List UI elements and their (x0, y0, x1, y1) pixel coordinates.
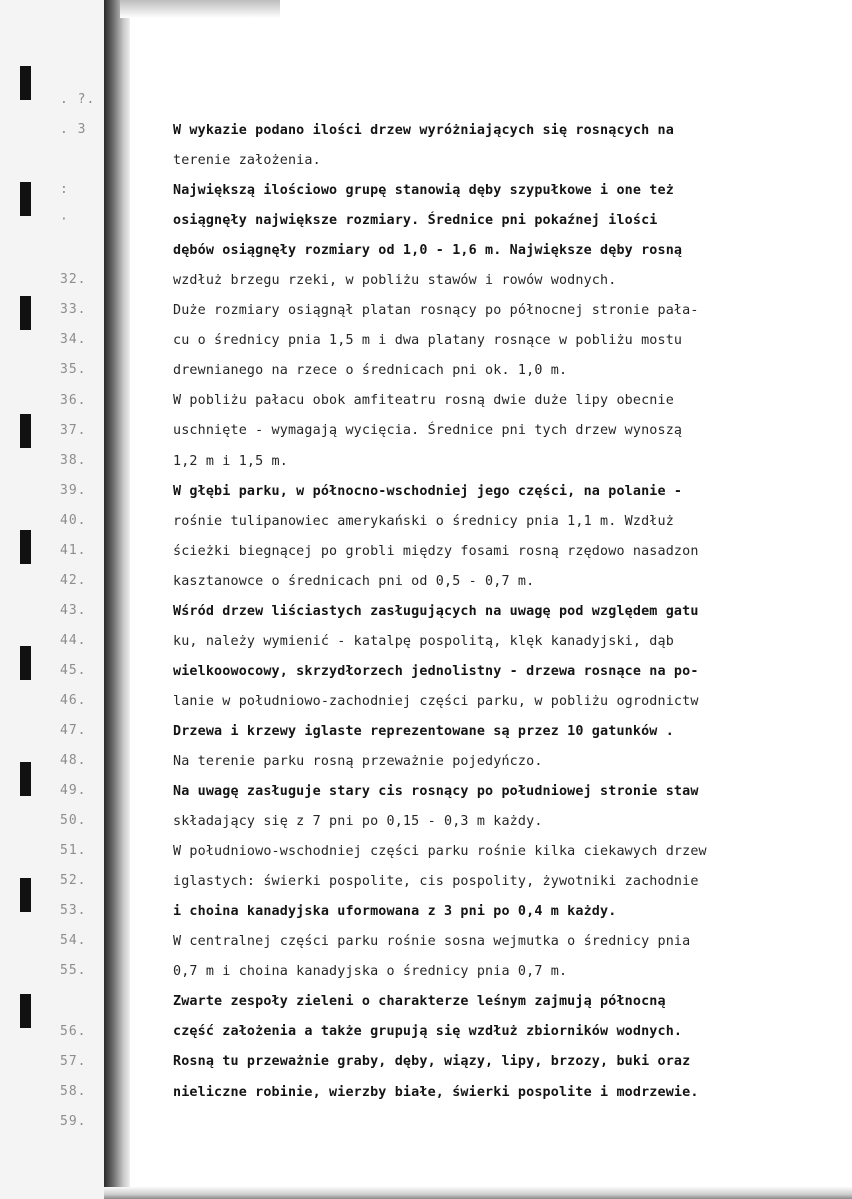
margin-fragment-text: 41. (60, 542, 87, 558)
margin-fragment (0, 723, 112, 749)
margin-fragment (0, 753, 112, 779)
body-line: Największą ilościowo grupę stanowią dęby szypułkowe i one też (173, 183, 674, 199)
page-bottom-edge (104, 1187, 852, 1199)
body-line: Zwarte zespoły zieleni o charakterze leśnym zajmują północną (173, 994, 666, 1010)
body-line: Rosną tu przeważnie graby, dęby, wiązy, lipy, brzozy, buki oraz (173, 1054, 691, 1070)
margin-fragment (0, 332, 112, 358)
margin-fragment-text: 38. (60, 452, 87, 468)
body-line: W głębi parku, w północno-wschodniej jego części, na polanie - (173, 483, 683, 499)
margin-fragment-text: 45. (60, 662, 87, 678)
body-line: Wśród drzew liściastych zasługujących na uwagę pod względem gatu (173, 603, 699, 619)
margin-fragment-text: 51. (60, 843, 87, 859)
margin-fragment-text: 49. (60, 783, 87, 799)
body-line: wzdłuż brzegu rzeki, w pobliżu stawów i rowów wodnych. (173, 273, 617, 289)
margin-fragment (0, 843, 112, 869)
margin-fragment (0, 903, 112, 929)
body-line: ścieżki biegnącej po grobli między fosami rosną rzędowo nasadzon (173, 543, 699, 559)
margin-fragment (0, 543, 112, 569)
margin-fragment-text: 53. (60, 903, 87, 919)
underlying-page-strip (0, 0, 112, 1199)
margin-fragment (0, 663, 112, 689)
margin-fragment-text: 55. (60, 963, 87, 979)
body-line: drewnianego na rzece o średnicach pni ok. 1,0 m. (173, 363, 568, 379)
margin-fragment (0, 242, 112, 268)
body-line: składający się z 7 pni po 0,15 - 0,3 m każdy. (173, 814, 543, 830)
margin-fragment (0, 1024, 112, 1050)
margin-fragment (0, 963, 112, 989)
margin-fragment-text: · (60, 212, 69, 228)
margin-fragment (0, 633, 112, 659)
margin-fragment (0, 1054, 112, 1080)
body-line: 1,2 m i 1,5 m. (173, 453, 288, 469)
body-line: i choina kanadyjska uformowana z 3 pni po 0,4 m każdy. (173, 904, 617, 920)
margin-fragment (0, 362, 112, 388)
body-line: nieliczne robinie, wierzby białe, świerki pospolite i modrzewie. (173, 1084, 699, 1100)
body-line: ku, należy wymienić - katalpę pospolitą, klęk kanadyjski, dąb (173, 633, 674, 649)
margin-fragment-text: : (60, 182, 69, 198)
margin-fragment (0, 1084, 112, 1110)
body-line: W wykazie podano ilości drzew wyróżniających się rosnących na (173, 123, 674, 138)
margin-fragment (0, 1114, 112, 1140)
margin-fragment (0, 272, 112, 298)
body-line: Na terenie parku rosną przeważnie pojedyńczo. (173, 753, 543, 769)
margin-fragment (0, 873, 112, 899)
margin-fragment-text: 39. (60, 482, 87, 498)
body-line: iglastych: świerki pospolite, cis pospolity, żywotniki zachodnie (173, 874, 699, 890)
body-line: rośnie tulipanowiec amerykański o średnicy pnia 1,1 m. Wzdłuż (173, 513, 674, 529)
margin-fragment (0, 393, 112, 419)
page-top-shadow (120, 0, 280, 18)
margin-fragment (0, 182, 112, 208)
margin-fragment-text: 48. (60, 753, 87, 769)
margin-fragment (0, 933, 112, 959)
margin-fragment (0, 603, 112, 629)
body-line: wielkoowocowy, skrzydłorzech jednolistny - drzewa rosnące na po- (173, 663, 699, 679)
margin-fragment-text: 47. (60, 723, 87, 739)
margin-fragment (0, 212, 112, 238)
margin-fragment-text: 43. (60, 602, 87, 618)
margin-fragment (0, 423, 112, 449)
margin-fragment (0, 302, 112, 328)
margin-fragment-text: 37. (60, 422, 87, 438)
body-line: 0,7 m i choina kanadyjska o średnicy pnia 0,7 m. (173, 964, 568, 980)
body-line: część założenia a także grupują się wzdłuż zbiorników wodnych. (173, 1024, 683, 1040)
margin-fragment-text: 57. (60, 1053, 87, 1069)
margin-fragment-text: 54. (60, 933, 87, 949)
body-line: dębów osiągnęły rozmiary od 1,0 - 1,6 m. Największe dęby rosną (173, 243, 683, 259)
margin-fragment-text: 52. (60, 873, 87, 889)
margin-fragment (0, 994, 112, 1020)
page-edge-shadow (104, 0, 130, 1199)
margin-fragment-text: . ?. (60, 92, 96, 107)
margin-fragment-text: 32. (60, 272, 87, 288)
margin-fragment-text: 58. (60, 1083, 87, 1099)
margin-fragment-text: 40. (60, 512, 87, 528)
margin-fragment (0, 513, 112, 539)
body-line: uschnięte - wymagają wycięcia. Średnice pni tych drzew wynoszą (173, 423, 683, 439)
body-line: terenie założenia. (173, 153, 321, 169)
margin-fragment (0, 92, 112, 118)
body-line: Na uwagę zasługuje stary cis rosnący po południowej stronie staw (173, 784, 699, 800)
margin-fragment-text: 46. (60, 693, 87, 708)
margin-fragment (0, 483, 112, 509)
margin-fragment (0, 573, 112, 599)
margin-fragment-text: . 3 (60, 122, 87, 138)
margin-fragment (0, 453, 112, 479)
margin-fragment-text: 34. (60, 332, 87, 348)
margin-fragment (0, 122, 112, 148)
typewritten-body (173, 116, 852, 1108)
body-line: W pobliżu pałacu obok amfiteatru rosną dwie duże lipy obecnie (173, 393, 674, 409)
body-line: lanie w południowo-zachodniej części parku, w pobliżu ogrodnictw (173, 693, 699, 709)
margin-fragment (0, 152, 112, 178)
body-line: cu o średnicy pnia 1,5 m i dwa platany rosnące w pobliżu mostu (173, 333, 683, 349)
margin-fragment (0, 783, 112, 809)
margin-fragment-text: 59. (60, 1113, 87, 1129)
margin-fragment (0, 693, 112, 719)
margin-fragment-text: 33. (60, 302, 87, 318)
margin-fragment (0, 813, 112, 839)
body-line: Drzewa i krzewy iglaste reprezentowane są przez 10 gatunków . (173, 723, 674, 739)
body-line: kasztanowce o średnicach pni od 0,5 - 0,7 m. (173, 573, 535, 589)
body-line: Duże rozmiary osiągnął platan rosnący po północnej stronie pała- (173, 303, 699, 319)
margin-fragment-text: 56. (60, 1023, 87, 1039)
margin-fragment-text: 36. (60, 392, 87, 408)
body-line: osiągnęły największe rozmiary. Średnice pni pokaźnej ilości (173, 213, 658, 229)
body-line: W południowo-wschodniej części parku rośnie kilka ciekawych drzew (173, 844, 707, 860)
margin-fragment-text: 35. (60, 362, 87, 378)
margin-fragment-text: 42. (60, 572, 87, 588)
margin-fragment-text: 44. (60, 632, 87, 648)
body-line: W centralnej części parku rośnie sosna wejmutka o średnicy pnia (173, 934, 691, 950)
margin-fragment-text: 50. (60, 813, 87, 829)
